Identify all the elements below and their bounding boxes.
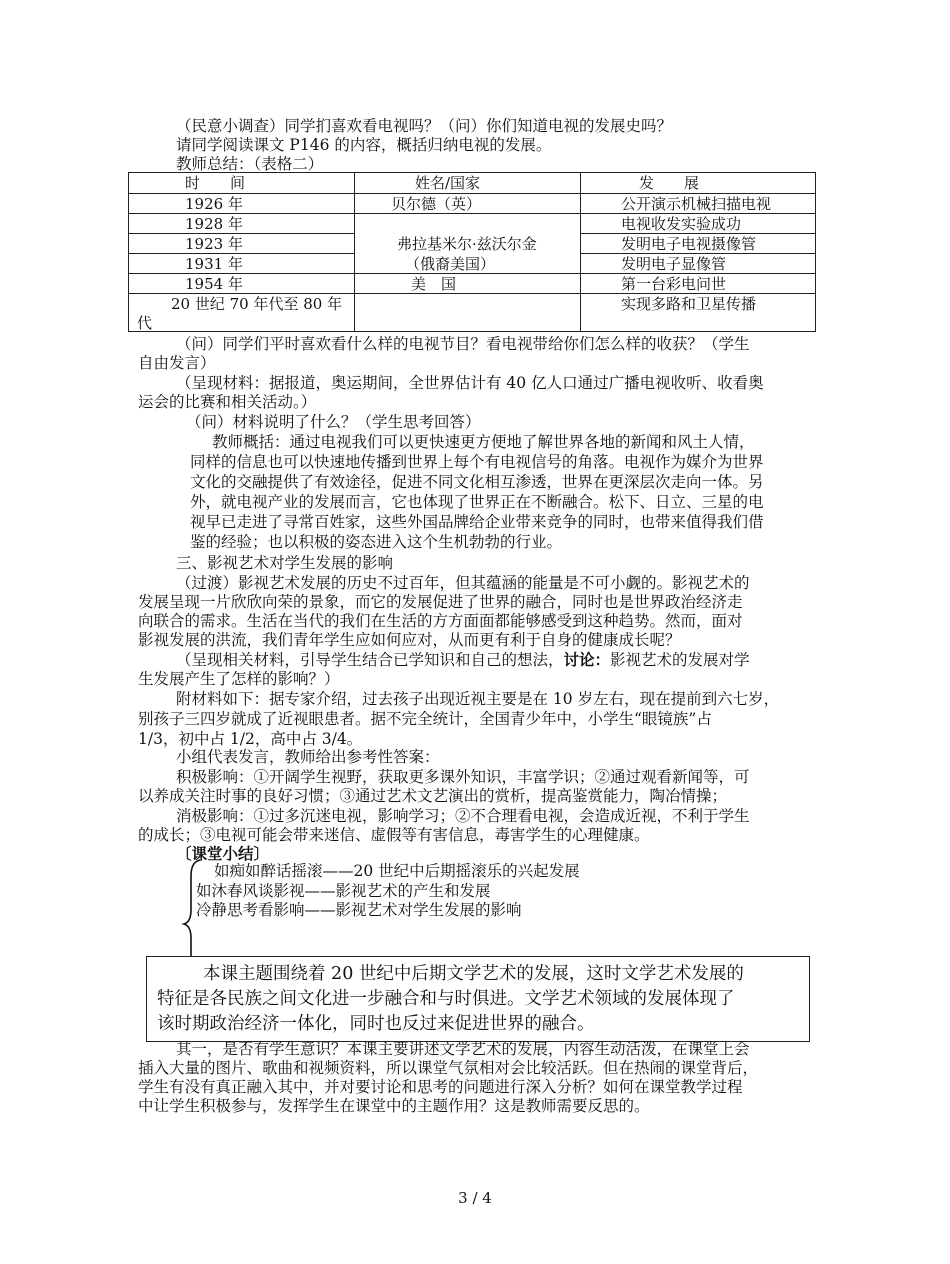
teacher-summary-line-2: 同样的信息也可以快速地传播到世界上每个有电视信号的角落。电视作为媒介为世界	[190, 453, 764, 471]
table-dev-4: 发明电子显像管	[621, 255, 727, 273]
class-summary-heading: 〔课堂小结〕	[176, 844, 270, 863]
table-time-1928: 1928 年	[185, 215, 243, 233]
discussion-topic: 影视艺术的发展对学	[610, 651, 750, 669]
discussion-intro: （呈现相关材料，引导学生结合已学知识和自己的想法，	[176, 651, 564, 669]
group-report: 小组代表发言，教师给出参考性答案：	[176, 748, 440, 766]
transition-line-2: 发展呈现一片欣欣向荣的景象，而它的发展促进了世界的融合，同时也是世界政治经济走	[138, 593, 743, 611]
reflection-line-2: 插入大量的图片、歌曲和视频资料，所以课堂气氛相对会比较活跃。但在热闹的课堂背后，	[138, 1059, 759, 1077]
table-header-time: 时 间	[185, 174, 246, 192]
table-name-baird: 贝尔德（英）	[391, 195, 482, 213]
table-time-1954: 1954 年	[185, 275, 243, 293]
table-name-zworykin: 弗拉基米尔·兹沃尔金	[397, 235, 537, 253]
teacher-summary-line-1: 教师概括：通过电视我们可以更快速更方便地了解世界各地的新闻和风土人情，	[212, 433, 755, 451]
summary-item-3: 冷静思考看影响——影视艺术对学生发展的影响	[196, 901, 522, 919]
tv-history-table	[128, 172, 816, 332]
table-time-1923: 1923 年	[185, 235, 243, 253]
question-1-line-1: （问）同学们平时喜欢看什么样的电视节目？看电视带给你们怎么样的收获？（学生	[176, 335, 750, 353]
section-3-heading: 三、影视艺术对学生发展的影响	[176, 554, 394, 572]
table-dev-1: 公开演示机械扫描电视	[621, 195, 772, 213]
transition-line-3: 向联合的需求。生活在当代的我们在生活的方方面面都能够感受到这种趋势。然而，面对	[138, 612, 743, 630]
positive-impact-line-1: 积极影响：①开阔学生视野，获取更多课外知识，丰富学识；②通过观看新闻等，可	[176, 768, 750, 786]
table-dev-6: 实现多路和卫星传播	[621, 295, 757, 313]
transition-line-4: 影视发展的洪流，我们青年学生应如何应对，从而更有利于自身的健康成长呢？	[138, 631, 681, 649]
summary-item-1: 如痴如醉话摇滚——20 世纪中后期摇滚乐的兴起发展	[214, 862, 580, 880]
table-header-name: 姓名/国家	[415, 174, 481, 192]
discussion-line-1	[176, 650, 750, 670]
table-time-1970s-cont: 代	[137, 314, 153, 332]
intro-line-3: 教师总结：（表格二）	[176, 155, 324, 173]
attached-material-line-3: 1/3，初中占 1/2，高中占 3/4。	[138, 730, 363, 748]
question-1-line-2: 自由发言）	[138, 354, 216, 372]
question-2: （问）材料说明了什么？（学生思考回答）	[186, 413, 481, 431]
table-dev-3: 发明电子电视摄像管	[621, 235, 757, 253]
table-time-1926: 1926 年	[185, 195, 243, 213]
table-name-usa: 美 国	[411, 275, 457, 293]
reflection-line-1: 其一，是否有学生意识？本课主要讲述文学艺术的发展，内容生动活泼，在课堂上会	[176, 1040, 750, 1058]
table-dev-5: 第一台彩电问世	[621, 275, 727, 293]
reflection-line-4: 中让学生积极参与，发挥学生在课堂中的主题作用？这是教师需要反思的。	[138, 1097, 650, 1115]
table-time-1931: 1931 年	[185, 255, 243, 273]
table-time-1970s: 20 世纪 70 年代至 80 年	[171, 295, 343, 313]
intro-line-2: 请同学阅读课文 P146 的内容，概括归纳电视的发展。	[176, 136, 552, 154]
theme-summary-box	[146, 956, 810, 1042]
attached-material-line-1: 附材料如下：据专家介绍，过去孩子出现近视主要是在 10 岁左右，现在提前到六七岁，	[176, 690, 780, 708]
theme-summary-line-3: 该时期政治经济一体化，同时也反过来促进世界的融合。	[157, 1014, 595, 1034]
discussion-line-2: 生发展产生了怎样的影响？）	[138, 670, 340, 688]
reflection-line-3: 学生有没有真正融入其中，并对要讨论和思考的问题进行深入分析？如何在课堂教学过程	[138, 1078, 743, 1096]
attached-material-line-2: 别孩子三四岁就成了近视眼患者。据不完全统计，全国青少年中，小学生“眼镜族”占	[138, 710, 712, 728]
teacher-summary-line-3: 文化的交融提供了有效途径，促进不同文化相互渗透，世界在更深层次走向一体。另	[190, 473, 764, 491]
teacher-summary-line-5: 视早已走进了寻常百姓家，这些外国品牌给企业带来竞争的同时，也带来值得我们借	[190, 513, 764, 531]
table-name-zworykin-country: （俄裔美国）	[405, 255, 496, 273]
theme-summary-line-2: 特征是各民族之间文化进一步融合和与时俱进。文学艺术领域的发展体现了	[157, 989, 735, 1009]
positive-impact-line-2: 以养成关注时事的良好习惯；③通过艺术文艺演出的赏析，提高鉴赏能力，陶冶情操；	[138, 787, 728, 805]
material-1-line-1: （呈现材料：据报道，奥运期间，全世界估计有 40 亿人口通过广播电视收听、收看奥	[176, 374, 764, 392]
transition-line-1: （过渡）影视艺术发展的历史不过百年，但其蕴涵的能量是不可小觑的。影视艺术的	[176, 574, 750, 592]
discussion-label: 讨论：	[563, 650, 611, 669]
theme-summary-line-1: 本课主题围绕着 20 世纪中后期文学艺术的发展，这时文学艺术发展的	[203, 964, 744, 984]
table-dev-2: 电视收发实验成功	[621, 215, 742, 233]
material-1-line-2: 运会的比赛和相关活动。）	[138, 393, 317, 411]
intro-line-1: （民意小调查）同学扪喜欢看电视吗？（问）你们知道电视的发展史吗？	[176, 117, 673, 135]
negative-impact-line-2: 的成长；③电视可能会带来迷信、虚假等有害信息，毒害学生的心理健康。	[138, 826, 650, 844]
page-number: 3 / 4	[458, 1189, 492, 1207]
table-header-development: 发 展	[639, 174, 700, 192]
negative-impact-line-1: 消极影响：①过多沉迷电视，影响学习；②不合理看电视，会造成近视，不利于学生	[176, 807, 750, 825]
teacher-summary-line-6: 鉴的经验；也以积极的姿态进入这个生机勃勃的行业。	[190, 533, 563, 551]
summary-item-2: 如沐春风谈影视——影视艺术的产生和发展	[196, 882, 491, 900]
teacher-summary-line-4: 外，就电视产业的发展而言，它也体现了世界正在不断融合。松下、日立、三星的电	[190, 493, 764, 511]
